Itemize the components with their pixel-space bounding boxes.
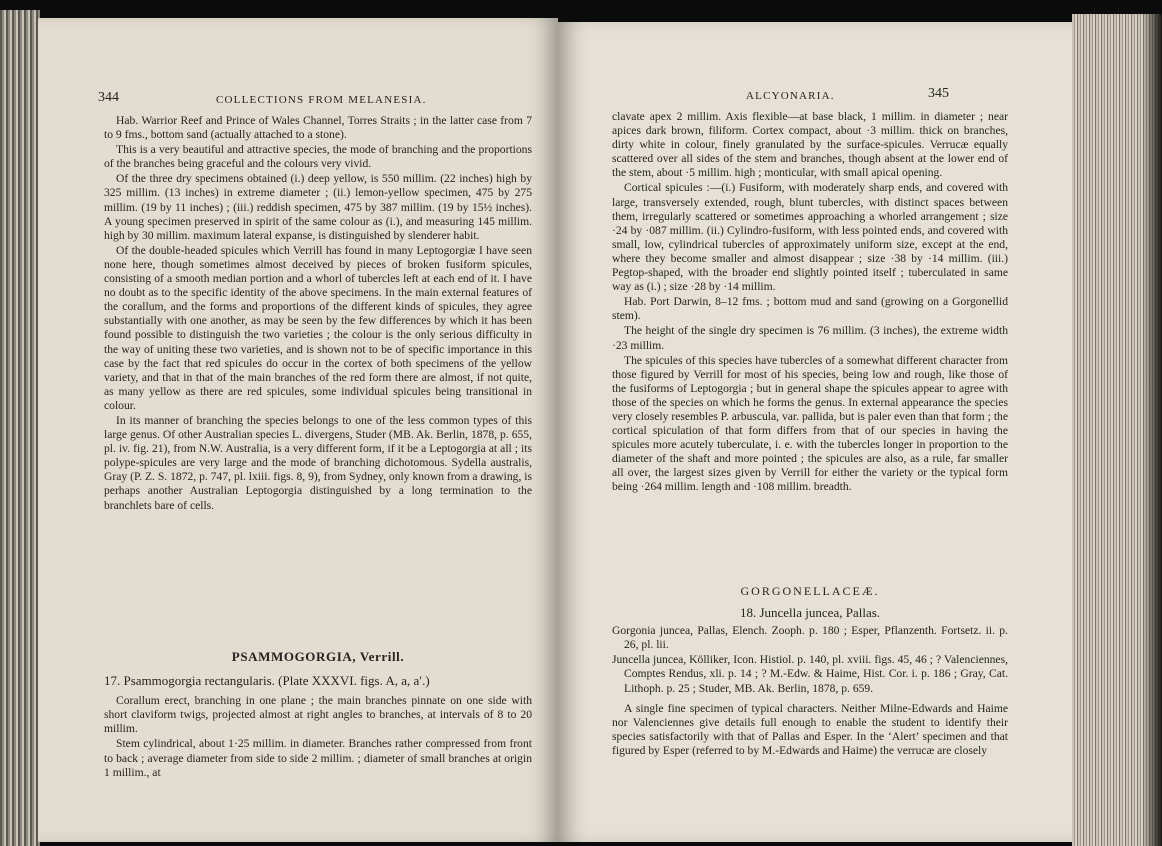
family-heading: GORGONELLACEÆ. [740,584,880,598]
paragraph: A single fine specimen of typical characters. Neither Milne-Edwards and Haime nor Valenciennes give details full enough to enable the student to identify their species satisfactorily with that of Pallas and Esper. In the ‘Alert’ specimen and that figured by Esper (referred to by M.-Edwards and Haime) the verrucæ are closely [612,701,1008,757]
paragraph: Of the double-headed spicules which Verrill has found in many Leptogorgiæ I have seen none here, though sometimes almost deceived by pieces of broken fusiform spicules, consisting of a smooth median portion and a whorl of tubercles left at each end of it. I have no doubt as to the specific identity of the above specimens. In the main external features of the corallum, and the forms and proportions of the different kinds of spicules, they agree substantially with one another, as may be seen by the few differences by which it has been found possible to distinguish the two varieties ; the colour is the only serious difficulty in the way of uniting these two varieties, and is shown not to be of specific importance in this case by the fact that red spicules do occur in the cortex of both specimens of the yellow variety, and that in that of the main branches of the red form there are almost, if not quite, as many yellow as there are red spicules, some individual spicules being transitional in colour. [104,243,532,412]
paragraph: In its manner of branching the species belongs to one of the less common types of this large genus. Of other Australian species L. divergens, Studer (MB. Ak. Berlin, 1878, p. 655, pl. iv. fig. 21), from N.W. Australia, is a very different form, if it be a Leptogorgia at all ; its polype-spicules are very large and the mode of branching dichotomous. Sydella australis, Gray (P. Z. S. 1872, p. 747, pl. lxiii. figs. 8, 9), from Sydney, only known from a drawing, is perhaps another Australian Leptogorgia distinguished by a long termination to the branchlets bare of cells. [104,413,532,512]
synonymy-entry: Juncella juncea, Kölliker, Icon. Histiol. p. 140, pl. xviii. figs. 45, 46 ; ? Valenciennes, Comptes Rendus, xli. p. 14 ; ? M.-Edw. & Haime, Hist. Cor. i. p. 186 ; Gray, Cat. Lithoph. p. 25 ; Studer, MB. Ak. Berlin, 1878, p. 659. [612,653,1008,695]
left-page [38,18,558,842]
section-heading: PSAMMOGORGIA, Verrill. [231,649,405,664]
right-page [558,22,1072,842]
running-head: COLLECTIONS FROM MELANESIA. [216,94,427,106]
species-heading: 17. Psammogorgia rectangularis. (Plate XXXVI. figs. A, a, a′.) [104,673,430,689]
right-lower-column [612,584,1008,759]
paragraph: Hab. Port Darwin, 8–12 fms. ; bottom mud and sand (growing on a Gorgonellid stem). [612,295,1008,323]
paragraph: Stem cylindrical, about 1·25 millim. in diameter. Branches rather compressed from front to back ; average diameter from side to side 2 millim. ; diameter of small branches at origin 1 millim., at [104,737,532,779]
right-text-column [612,110,1008,496]
left-text-column [104,114,532,514]
right-edge-shadow [1142,14,1162,846]
species-heading: 18. Juncella juncea, Pallas. [739,605,881,621]
paragraph: clavate apex 2 millim. Axis flexible—at base black, 1 millim. in diameter ; near apices dark brown, filiform. Cortex compact, about ·3 millim. thick on branches, dirty white in colour, finely granulated by the surface-spicules. Verrucæ equally scattered over all sides of the stem and branches, though absent at the lower end of the stem, about ·5 millim. high ; monticular, with small apical opening. [612,110,1008,180]
page-number: 344 [98,90,119,105]
synonymy-entry: Gorgonia juncea, Pallas, Elench. Zooph. p. 180 ; Esper, Pflanzenth. Fortsetz. ii. p. 26, pl. lii. [612,624,1008,652]
paragraph: Corallum erect, branching in one plane ; the main branches pinnate on one side with short claviform twigs, projected almost at right angles to branches, at intervals of 8 to 20 millim. [104,694,532,736]
left-page-edges [0,10,40,846]
paragraph: Of the three dry specimens obtained (i.) deep yellow, is 550 millim. (22 inches) high by 325 millim. (13 inches) in extreme diameter ; (ii.) lemon-yellow specimen, 475 by 275 millim. (19 by 11 inches) ; (iii.) reddish specimen, 475 by 387 millim. (19 by 15½ inches). A young specimen preserved in spirit of the same colour as (i.), and measuring 145 millim. high by 30 millim. maximum lateral expanse, is distinguished by slenderer habit. [104,172,532,242]
paragraph: This is a very beautiful and attractive species, the mode of branching and the proportions of the branches being graceful and the colours very vivid. [104,143,532,171]
page-number: 345 [928,86,949,101]
paragraph: The height of the single dry specimen is 76 millim. (3 inches), the extreme width ·23 millim. [612,324,1008,352]
paragraph: Cortical spicules :—(i.) Fusiform, with moderately sharp ends, and covered with large, transversely extended, rough, blunt tubercles, with distinct spaces between them, irregularly scattered or sometimes approaching a whorled arrangement ; size ·24 by ·087 millim. (ii.) Cylindro-fusiform, with less pointed ends, and covered with small, low, cylindrical tubercles of approximately uniform size, except at the end, where they become smaller and almost disappear ; size ·38 by ·14 millim. (iii.) Pegtop-shaped, with the broader end slightly pointed itself ; tuberculated in same way as (i.) ; size ·28 by ·14 millim. [612,181,1008,294]
left-lower-column [104,650,532,781]
running-head: ALCYONARIA. [746,90,835,102]
paragraph: The spicules of this species have tubercles of a somewhat different character from those figured by Verrill for most of his species, being low and rough, like those of the fusiforms of Leptogorgia ; but in general shape the spicules appear to agree with those of the species on which he forms the genus. In external appearance the species very closely resembles P. arbuscula, var. pallida, but is paler even than that form ; the cortical spiculation of that form differs from that of our species in having the spicules more acutely tuberculate, i. e. with the tubercles longer in proportion to the diameter of the shaft and more pointed ; the spicules are also, as a rule, far smaller all over, the largest sizes given by Verrill for either the variety or the typical form being ·264 millim. length and ·108 millim. breadth. [612,353,1008,494]
paragraph: Hab. Warrior Reef and Prince of Wales Channel, Torres Straits ; in the latter case from 7 to 9 fms., bottom sand (actually attached to a stone). [104,114,532,142]
